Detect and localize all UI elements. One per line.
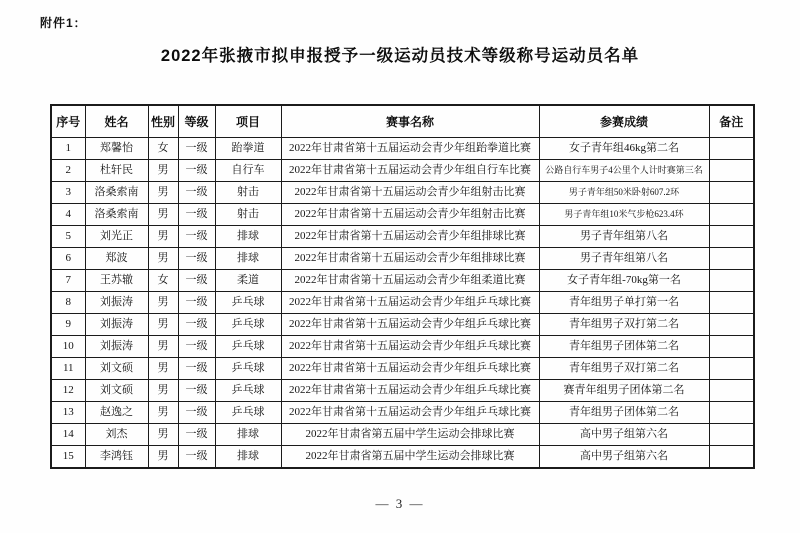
cell-sport: 排球	[215, 446, 281, 469]
cell-remark	[709, 380, 754, 402]
cell-event: 2022年甘肃省第十五届运动会青少年组排球比赛	[281, 248, 539, 270]
cell-name: 刘杰	[85, 424, 148, 446]
cell-level: 一级	[178, 182, 215, 204]
cell-gender: 男	[148, 446, 178, 469]
table-row	[51, 402, 754, 424]
cell-name: 王苏辙	[85, 270, 148, 292]
cell-event: 2022年甘肃省第十五届运动会青少年组乒乓球比赛	[281, 314, 539, 336]
cell-gender: 男	[148, 182, 178, 204]
cell-index: 13	[51, 402, 85, 424]
cell-remark	[709, 402, 754, 424]
cell-level: 一级	[178, 424, 215, 446]
table-row	[51, 314, 754, 336]
cell-level: 一级	[178, 138, 215, 160]
column-header-level: 等级	[178, 105, 215, 138]
cell-remark	[709, 314, 754, 336]
page-number: — 3 —	[375, 496, 425, 511]
cell-remark	[709, 424, 754, 446]
cell-sport: 排球	[215, 424, 281, 446]
table-row	[51, 226, 754, 248]
cell-result: 高中男子组第六名	[539, 446, 709, 469]
cell-name: 刘文硕	[85, 380, 148, 402]
cell-result: 青年组男子双打第二名	[539, 314, 709, 336]
cell-level: 一级	[178, 292, 215, 314]
cell-sport: 乒乓球	[215, 380, 281, 402]
column-header-gender: 性别	[148, 105, 178, 138]
cell-level: 一级	[178, 358, 215, 380]
cell-gender: 男	[148, 160, 178, 182]
column-header-sport: 项目	[215, 105, 281, 138]
cell-event: 2022年甘肃省第五届中学生运动会排球比赛	[281, 424, 539, 446]
cell-name: 洛桑索南	[85, 204, 148, 226]
cell-index: 7	[51, 270, 85, 292]
cell-index: 4	[51, 204, 85, 226]
table-row	[51, 358, 754, 380]
cell-level: 一级	[178, 336, 215, 358]
cell-index: 14	[51, 424, 85, 446]
cell-level: 一级	[178, 160, 215, 182]
attachment-label: 附件1：	[40, 16, 87, 30]
cell-level: 一级	[178, 380, 215, 402]
cell-result: 青年组男子双打第二名	[539, 358, 709, 380]
cell-remark	[709, 248, 754, 270]
column-header-index: 序号	[51, 105, 85, 138]
table-row	[51, 138, 754, 160]
table-row	[51, 424, 754, 446]
cell-result: 男子青年组50米卧射607.2环	[539, 182, 709, 204]
cell-remark	[709, 182, 754, 204]
cell-gender: 男	[148, 204, 178, 226]
cell-event: 2022年甘肃省第十五届运动会青少年组跆拳道比赛	[281, 138, 539, 160]
cell-gender: 男	[148, 380, 178, 402]
cell-result: 青年组男子团体第二名	[539, 402, 709, 424]
cell-event: 2022年甘肃省第十五届运动会青少年组乒乓球比赛	[281, 336, 539, 358]
cell-event: 2022年甘肃省第十五届运动会青少年组射击比赛	[281, 182, 539, 204]
cell-result: 高中男子组第六名	[539, 424, 709, 446]
cell-name: 刘振涛	[85, 292, 148, 314]
cell-event: 2022年甘肃省第五届中学生运动会排球比赛	[281, 446, 539, 469]
cell-index: 2	[51, 160, 85, 182]
cell-sport: 乒乓球	[215, 314, 281, 336]
cell-level: 一级	[178, 446, 215, 469]
cell-name: 刘光正	[85, 226, 148, 248]
cell-index: 15	[51, 446, 85, 469]
athletes-table	[50, 104, 755, 469]
cell-remark	[709, 358, 754, 380]
cell-name: 洛桑索南	[85, 182, 148, 204]
cell-index: 11	[51, 358, 85, 380]
cell-sport: 射击	[215, 204, 281, 226]
cell-gender: 男	[148, 226, 178, 248]
cell-level: 一级	[178, 204, 215, 226]
cell-index: 10	[51, 336, 85, 358]
cell-name: 李鸿钰	[85, 446, 148, 469]
cell-level: 一级	[178, 314, 215, 336]
cell-event: 2022年甘肃省第十五届运动会青少年组乒乓球比赛	[281, 402, 539, 424]
cell-result: 男子青年组第八名	[539, 226, 709, 248]
cell-level: 一级	[178, 248, 215, 270]
cell-name: 赵逸之	[85, 402, 148, 424]
cell-gender: 男	[148, 248, 178, 270]
cell-sport: 排球	[215, 226, 281, 248]
cell-remark	[709, 160, 754, 182]
cell-remark	[709, 270, 754, 292]
cell-gender: 男	[148, 358, 178, 380]
cell-name: 刘振涛	[85, 314, 148, 336]
cell-gender: 男	[148, 292, 178, 314]
cell-gender: 男	[148, 424, 178, 446]
cell-sport: 排球	[215, 248, 281, 270]
cell-event: 2022年甘肃省第十五届运动会青少年组乒乓球比赛	[281, 380, 539, 402]
cell-sport: 跆拳道	[215, 138, 281, 160]
cell-sport: 乒乓球	[215, 336, 281, 358]
cell-sport: 射击	[215, 182, 281, 204]
table-row	[51, 446, 754, 469]
table-row	[51, 182, 754, 204]
cell-sport: 乒乓球	[215, 358, 281, 380]
column-header-event: 赛事名称	[281, 105, 539, 138]
column-header-remark: 备注	[709, 105, 754, 138]
table-row	[51, 270, 754, 292]
cell-gender: 女	[148, 270, 178, 292]
cell-index: 1	[51, 138, 85, 160]
cell-name: 杜轩民	[85, 160, 148, 182]
cell-level: 一级	[178, 402, 215, 424]
cell-remark	[709, 226, 754, 248]
cell-sport: 乒乓球	[215, 292, 281, 314]
table-row	[51, 204, 754, 226]
table-row	[51, 248, 754, 270]
cell-gender: 男	[148, 336, 178, 358]
cell-result: 赛青年组男子团体第二名	[539, 380, 709, 402]
cell-index: 6	[51, 248, 85, 270]
cell-result: 女子青年组-70kg第一名	[539, 270, 709, 292]
cell-name: 郑波	[85, 248, 148, 270]
cell-result: 青年组男子单打第一名	[539, 292, 709, 314]
cell-name: 刘振涛	[85, 336, 148, 358]
cell-result: 男子青年组10米气步枪623.4环	[539, 204, 709, 226]
column-header-name: 姓名	[85, 105, 148, 138]
cell-sport: 乒乓球	[215, 402, 281, 424]
cell-gender: 男	[148, 402, 178, 424]
table-row	[51, 292, 754, 314]
cell-sport: 柔道	[215, 270, 281, 292]
cell-index: 3	[51, 182, 85, 204]
cell-result: 公路自行车男子4公里个人计时赛第三名	[539, 160, 709, 182]
cell-result: 青年组男子团体第二名	[539, 336, 709, 358]
cell-index: 8	[51, 292, 85, 314]
column-header-result: 参赛成绩	[539, 105, 709, 138]
cell-event: 2022年甘肃省第十五届运动会青少年组柔道比赛	[281, 270, 539, 292]
cell-level: 一级	[178, 226, 215, 248]
cell-index: 9	[51, 314, 85, 336]
cell-event: 2022年甘肃省第十五届运动会青少年组排球比赛	[281, 226, 539, 248]
cell-event: 2022年甘肃省第十五届运动会青少年组自行车比赛	[281, 160, 539, 182]
cell-event: 2022年甘肃省第十五届运动会青少年组乒乓球比赛	[281, 358, 539, 380]
cell-remark	[709, 446, 754, 469]
cell-remark	[709, 138, 754, 160]
cell-result: 女子青年组46kg第二名	[539, 138, 709, 160]
table-row	[51, 336, 754, 358]
cell-result: 男子青年组第八名	[539, 248, 709, 270]
cell-sport: 自行车	[215, 160, 281, 182]
table-header-row	[51, 105, 754, 138]
cell-remark	[709, 292, 754, 314]
cell-index: 12	[51, 380, 85, 402]
cell-name: 郑馨怡	[85, 138, 148, 160]
cell-event: 2022年甘肃省第十五届运动会青少年组射击比赛	[281, 204, 539, 226]
page-title: 2022年张掖市拟申报授予一级运动员技术等级称号运动员名单	[160, 47, 640, 65]
cell-level: 一级	[178, 270, 215, 292]
cell-remark	[709, 204, 754, 226]
cell-event: 2022年甘肃省第十五届运动会青少年组乒乓球比赛	[281, 292, 539, 314]
cell-name: 刘文硕	[85, 358, 148, 380]
table-row	[51, 160, 754, 182]
cell-index: 5	[51, 226, 85, 248]
cell-gender: 女	[148, 138, 178, 160]
cell-remark	[709, 336, 754, 358]
table-row	[51, 380, 754, 402]
cell-gender: 男	[148, 314, 178, 336]
